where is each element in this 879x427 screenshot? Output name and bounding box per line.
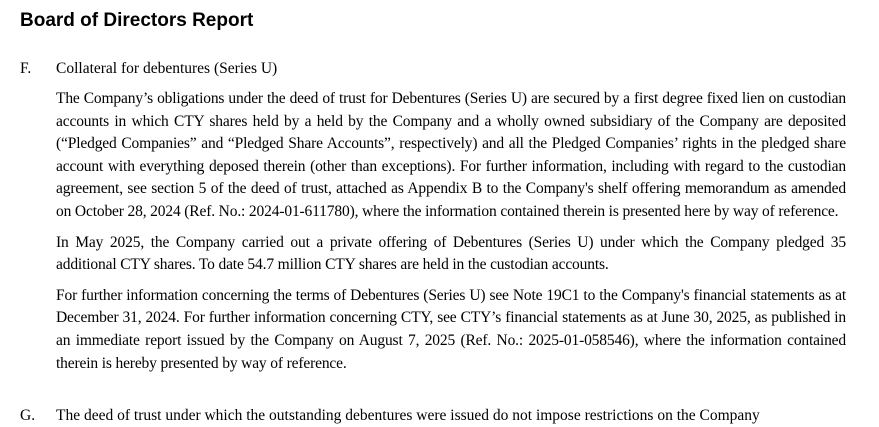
page-title: Board of Directors Report xyxy=(20,10,254,31)
section-letter: F. xyxy=(20,60,32,77)
paragraph-further-information: For further information concerning the terms of Debentures (Series U) see Note 19C1 to the Company's financial statements as at December 31, 2024. For further information concerning CTY, see CTY’s financial statements as at June 30, 2025, as published in an immediate report issued by the Company on August 7, 2025 (Ref. No.: 2025-01-058546), where the information contained therein is hereby presented by way of reference. xyxy=(56,286,846,372)
section-f xyxy=(0,58,879,375)
paragraph-private-offering: In May 2025, the Company carried out a private offering of Debentures (Series U) under which the Company pledged 35 additional CTY shares. To date 54.7 million CTY shares are held in the custodian accounts. xyxy=(56,233,846,274)
paragraph-collateral-lien: The Company’s obligations under the deed of trust for Debentures (Series U) are secured by a first degree fixed lien on custodian accounts in which CTY shares held by a held by the Company and a wholly owned subsidiary of the Company are deposited (“Pledged Companies” and “Pledged Share Accounts”, respectively) and all the Pledged Companies’ rights in the pledged share account with everything deposed therein (other than exceptions). For further information, including with regard to the custodian agreement, see section 5 of the deed of trust, attached as Appendix B to the Company's shelf offering memorandum as amended on October 28, 2024 (Ref. No.: 2024-01-611780), where the information contained therein is presented here by way of reference. xyxy=(56,90,846,220)
next-section-letter: G. xyxy=(20,407,36,424)
section-header xyxy=(0,58,879,82)
next-section-text: The deed of trust under which the outstanding debentures were issued do not impose restrictions on the Company xyxy=(56,407,760,424)
next-section-cutoff xyxy=(0,403,879,424)
section-heading: Collateral for debentures (Series U) xyxy=(56,60,278,77)
